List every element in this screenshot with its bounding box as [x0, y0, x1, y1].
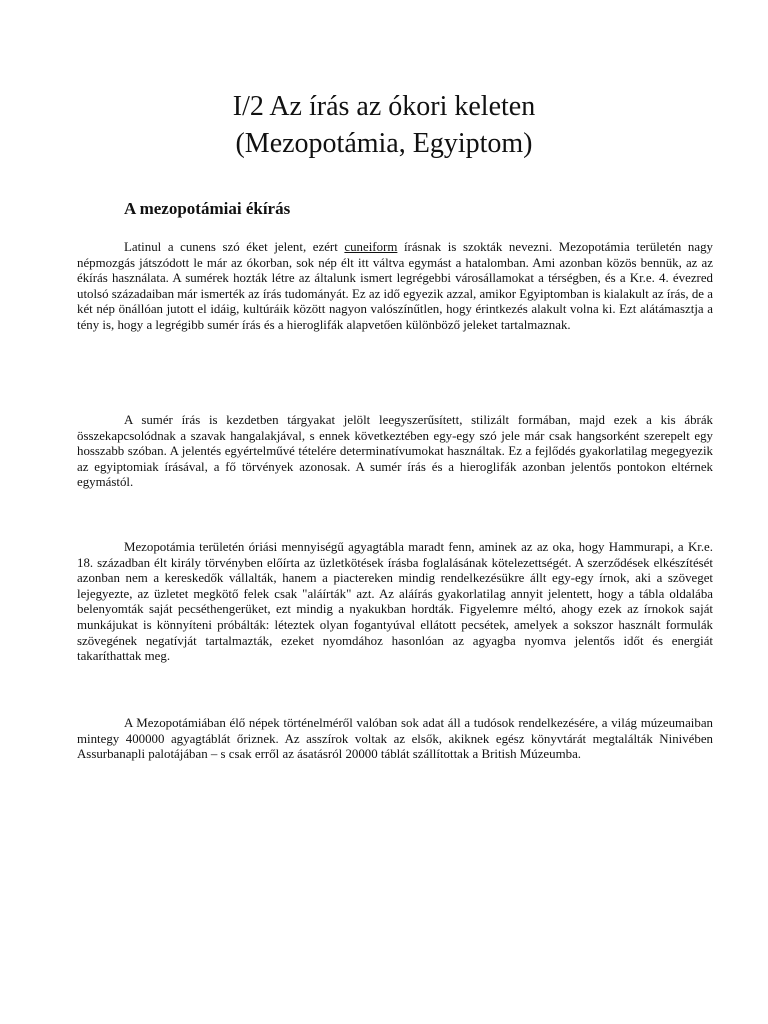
- title-line-1: I/2 Az írás az ókori keleten: [232, 91, 536, 122]
- paragraph-3: Mezopotámia területén óriási mennyiségű agyagtábla maradt fenn, aminek az az oka, hogy Hammurapi, a Kr.e. 18. században élt király törvényben előírta az üzletkötések írásba foglalásának kötelezettségét. A szerződések elkészítését azonban nem a kereskedők vállalták, hanem a piactereken mindig rendelkezésükre állt egy-egy írnok, aki a szöveget lejegyezte, az üzletet megkötő felek csak "aláírták" azt. Az aláírás gyakorlatilag annyit jelentett, hogy a tábla oldalába belenyomták saját pecséthengerüket, ezt mindig a nyakukban hordták. Figyelemre méltó, ahogy ezek az írnokok saját munkájukat is könnyíteni próbálták: léteztek olyan fogantyúval ellátott pecsétek, amelyek a sokszor használt formulák szövegének negatívját tartalmazták, ezeket nyomdához hasonlóan az agyagba nyomva jelentős időt és energiát takaríthattak meg.: [77, 540, 713, 664]
- paragraph-2: A sumér írás is kezdetben tárgyakat jelölt leegyszerűsített, stilizált formában, majd ezek a kis ábrák összekapcsolódnak a szavak hangalakjával, s ennek következtében egy-egy szó jele már csak hangsorként szerepelt egy hosszabb szóban. A jelentés egyértelművé tételére determinatívumokat használtak. Ez a fejlődés gyakorlatilag megegyezik az egyiptomiak írásával, a fő törvények azonosak. A sumér írás és a hieroglifák azonban jelentős pontokon eltérnek egymástól.: [77, 413, 713, 490]
- section-heading: A mezopotámiai ékírás: [124, 199, 291, 218]
- underlined-term: cuneiform: [344, 240, 398, 254]
- paragraph-1: [77, 240, 713, 334]
- page-title: [0, 88, 768, 162]
- paragraph-4: A Mezopotámiában élő népek történelméről valóban sok adat áll a tudósok rendelkezésére, a világ múzeumaiban mintegy 400000 agyagtáblát őriznek. Az asszírok voltak az elsők, akiknek egész könyvtárát megtalálták Ninivében Assurbanapli palotájában – s csak erről az ásatásról 20000 táblát szállítottak a British Múzeumba.: [77, 716, 713, 762]
- paragraph-1-rest: írásnak is szokták nevezni. Mezopotámia területén nagy népmozgás játszódott le már az ókorban, sok nép élt itt váltva egymást a hatalomban. Ami azonban közös bennük, az az ékírás használata. A sumérek hozták létre az általunk ismert legrégebbi városállamokat a térségben, és a Kr.e. 4. évezred utolsó századaiban már ismerték az írás tudományát. Ez az idő egyezik azzal, amikor Egyiptomban is kialakult az írás, de a két nép önállóan jutott el idáig, kultúráik között nagyon valószínűtlen, hogy érintkezés alakult volna ki. Ezt alátámasztja a tény is, hogy a legrégibb sumér írás és a hieroglifák alapvetően különböző jeleket tartalmaznak.: [77, 240, 713, 332]
- paragraph-1-start: Latinul a cunens szó éket jelent, ezért: [124, 240, 345, 254]
- title-line-2: (Mezopotámia, Egyiptom): [235, 128, 533, 159]
